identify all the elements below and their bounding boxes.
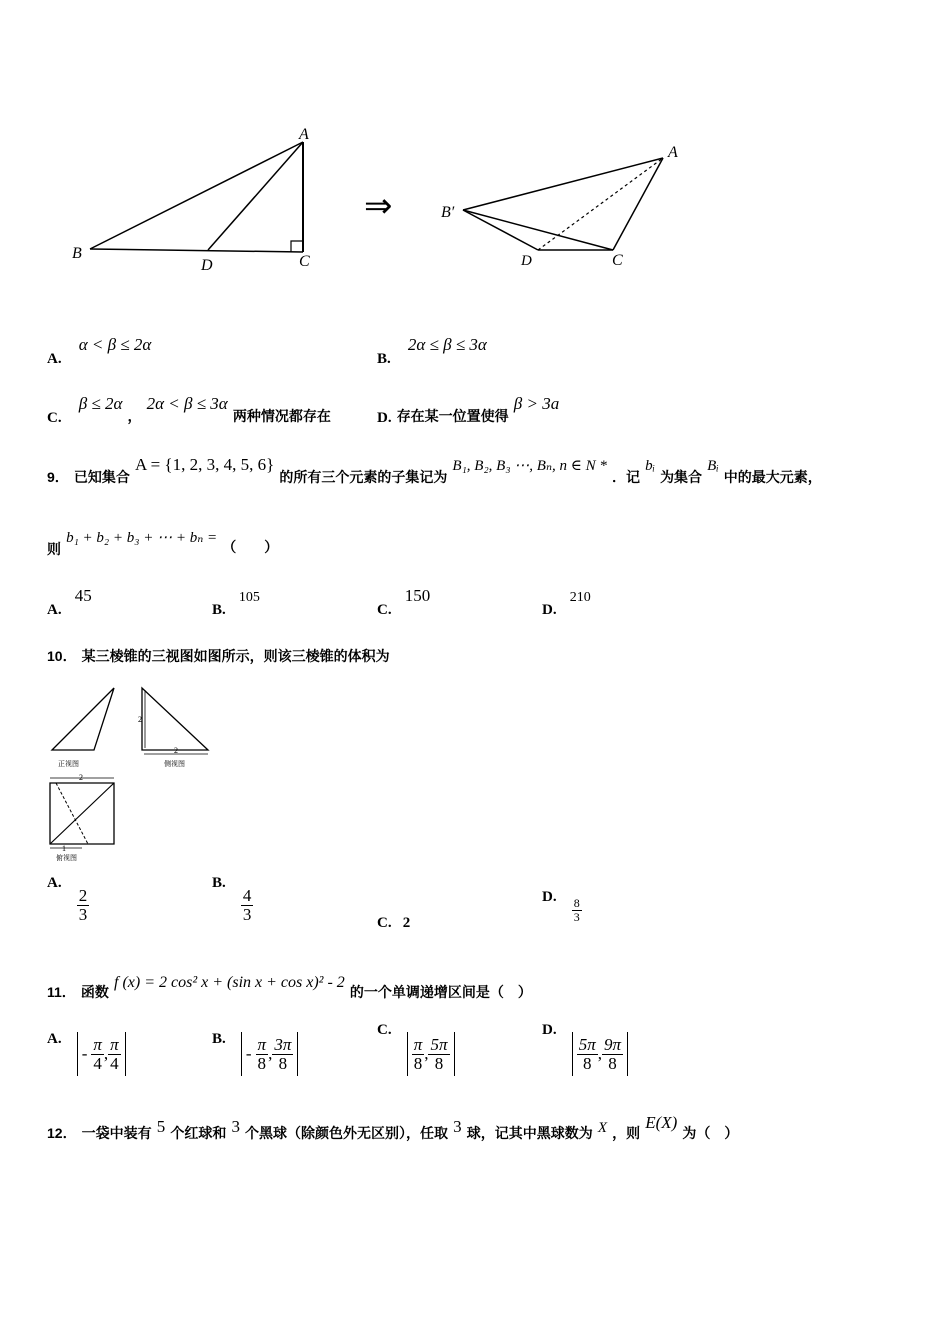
option-value: 105 (238, 590, 260, 605)
q10-option-b (212, 875, 253, 924)
left-bound (412, 1036, 425, 1073)
q12-text-1: 一袋中装有 (81, 1126, 152, 1142)
implies-arrow: ⇒ (364, 188, 393, 225)
question-9-line2 (47, 527, 279, 558)
denominator: 8 (257, 1053, 267, 1073)
option-letter: B. (377, 351, 391, 367)
option-text: 存在某一位置使得 (396, 409, 509, 425)
denominator: 8 (608, 1053, 617, 1073)
option-letter: C. (377, 915, 392, 931)
denominator: 8 (434, 1053, 444, 1073)
q10-option-c (377, 912, 410, 932)
subsets: B₁, B₂, B₃ ⋯, Bₙ, n ∈ N * (452, 458, 607, 474)
label-a-right: A (668, 144, 678, 161)
q10-option-a (47, 875, 89, 924)
set-b-i: Bᵢ (707, 458, 719, 474)
numerator: π (257, 1034, 267, 1054)
q9-option-b (212, 586, 260, 618)
red-count: 5 (156, 1117, 166, 1136)
left-sign: - (81, 1044, 88, 1063)
q9-text-4: 为集合 (660, 470, 703, 486)
label-d-right: D (521, 253, 532, 269)
numerator: π (110, 1034, 119, 1054)
denominator: 8 (413, 1053, 423, 1073)
denominator: 8 (582, 1053, 592, 1073)
q12-text-3: 个黑球（除颜色外无区别），任取 (245, 1126, 449, 1142)
interval: $\frac{5\pi}{8}$ , $\frac{9\pi}{8}$ (572, 1032, 628, 1076)
q8-option-a (47, 335, 152, 367)
q10-option-d (542, 889, 582, 924)
right-bound (428, 1036, 449, 1073)
option-letter: D. (542, 889, 557, 905)
q9-line2-prefix: 则 (47, 542, 61, 558)
left-bound (91, 1036, 104, 1073)
option-expr: α < β ≤ 2α (78, 335, 152, 354)
denominator: 8 (278, 1053, 288, 1073)
q9-option-c (377, 586, 431, 618)
q12-text-2: 个红球和 (170, 1126, 227, 1142)
option-letter: B. (212, 1031, 226, 1047)
label-c-left: C (299, 253, 310, 270)
question-number: 12． (47, 1125, 77, 1141)
q9-option-d (542, 586, 591, 618)
side-dim-vertical: 2 (138, 715, 142, 724)
label-b-left: B (72, 245, 82, 262)
label-b-prime: B′ (441, 204, 455, 221)
numerator: 3π (274, 1034, 292, 1054)
numerator: π (93, 1034, 102, 1054)
numerator: 4 (242, 886, 252, 905)
q11-option-a (47, 1032, 126, 1076)
interval: - $\frac{\pi}{4}$ , $\frac{\pi}{4}$ (77, 1032, 126, 1076)
option-letter: A. (47, 875, 62, 891)
denominator: 3 (78, 904, 88, 924)
interval: $\frac{\pi}{8}$ , $\frac{5\pi}{8}$ (407, 1032, 455, 1076)
q9-text-1: 已知集合 (73, 470, 130, 486)
question-number: 11． (47, 984, 76, 1000)
denominator: 4 (110, 1053, 119, 1073)
q10-text: 某三棱锥的三视图如图所示，则该三棱锥的体积为 (81, 649, 390, 665)
numerator: 9π (603, 1034, 621, 1054)
numerator: π (413, 1034, 423, 1054)
question-9-line1 (47, 455, 822, 486)
label-d-left: D (201, 257, 213, 274)
option-expr-2: 2α < β ≤ 3α (146, 394, 228, 413)
denominator: 3 (242, 904, 252, 924)
q9-text-5: 中的最大元素， (723, 470, 822, 486)
question-10 (47, 646, 390, 666)
option-value: 45 (74, 586, 92, 605)
q8-option-c (47, 394, 331, 426)
question-number: 10． (47, 648, 77, 664)
numerator: 8 (573, 896, 580, 910)
option-fraction (572, 897, 582, 923)
answer-paren: （ ） (222, 540, 279, 556)
denominator: 4 (93, 1053, 102, 1073)
option-letter: D. (377, 410, 392, 426)
q11-option-d (542, 1021, 628, 1076)
option-value: 2 (402, 915, 411, 931)
right-bound (602, 1036, 623, 1073)
set-a: A = {1, 2, 3, 4, 5, 6} (134, 455, 275, 474)
sum-expression: b₁ + b₂ + b₃ + ⋯ + bₙ = (66, 530, 218, 546)
question-number: 9． (47, 469, 69, 485)
top-dim-width: 2 (79, 773, 83, 782)
option-letter: C. (377, 1021, 392, 1038)
right-bound (108, 1036, 121, 1073)
option-letter: A. (47, 602, 62, 618)
question-12 (47, 1113, 739, 1142)
q9-text-2: 的所有三个元素的子集记为 (279, 470, 448, 486)
draw-count: 3 (453, 1117, 462, 1136)
left-bound (577, 1036, 598, 1073)
b-i: bᵢ (645, 458, 655, 474)
three-view-figure (44, 684, 219, 869)
function-expression: f (x) = 2 cos² x + (sin x + cos x)² - 2 (114, 974, 345, 991)
q9-option-a (47, 586, 92, 618)
option-letter: D. (542, 602, 557, 618)
top-dim-one: 1 (62, 844, 66, 853)
option-value: 150 (404, 586, 431, 605)
numerator: 5π (578, 1034, 596, 1054)
q11-option-b (212, 1032, 298, 1076)
q9-text-3: ．记 (612, 470, 640, 486)
side-view-caption: 侧视图 (164, 760, 185, 768)
option-letter: A. (47, 351, 62, 367)
option-letter: B. (212, 602, 226, 618)
q12-text-6: 为（ ） (682, 1126, 739, 1142)
separator: ， (127, 409, 142, 425)
black-count: 3 (231, 1117, 240, 1136)
numerator: 5π (430, 1034, 448, 1054)
option-fraction (241, 887, 254, 924)
question-11 (47, 972, 532, 1001)
q12-text-4: 球，记其中黑球数为 (466, 1126, 593, 1142)
option-expr-1: β ≤ 2α (78, 394, 123, 413)
option-letter: A. (47, 1031, 62, 1047)
option-letter: C. (47, 410, 62, 426)
option-letter: C. (377, 602, 392, 618)
label-c-right: C (612, 252, 623, 269)
option-fraction (77, 887, 90, 924)
interval: - $\frac{\pi}{8}$ , $\frac{3\pi}{8}$ (241, 1032, 298, 1076)
q11-text-1: 函数 (80, 985, 109, 1001)
q11-option-c (377, 1021, 455, 1076)
option-value: 210 (569, 590, 591, 605)
numerator: 2 (78, 886, 88, 905)
option-expr: 2α ≤ β ≤ 3α (407, 335, 487, 354)
option-expr: β > 3a (513, 394, 560, 413)
left-bound (256, 1036, 269, 1073)
side-dim-horizontal: 2 (174, 746, 178, 755)
right-bound (272, 1036, 293, 1073)
front-view-caption: 正视图 (58, 760, 79, 768)
top-view-caption: 俯视图 (56, 854, 77, 862)
q11-text-2: 的一个单调递增区间是（ ） (349, 985, 532, 1001)
random-variable: X (597, 1120, 607, 1136)
q8-option-b (377, 335, 487, 367)
q8-option-d (377, 394, 560, 426)
option-text: 两种情况都存在 (232, 409, 331, 425)
label-a-left: A (299, 126, 309, 143)
folding-figure (60, 120, 700, 280)
q12-text-5: ，则 (612, 1126, 641, 1142)
option-letter: B. (212, 875, 226, 891)
denominator: 3 (573, 909, 580, 924)
option-letter: D. (542, 1021, 557, 1038)
left-sign: - (245, 1044, 252, 1063)
expectation: E(X) (645, 1113, 678, 1132)
